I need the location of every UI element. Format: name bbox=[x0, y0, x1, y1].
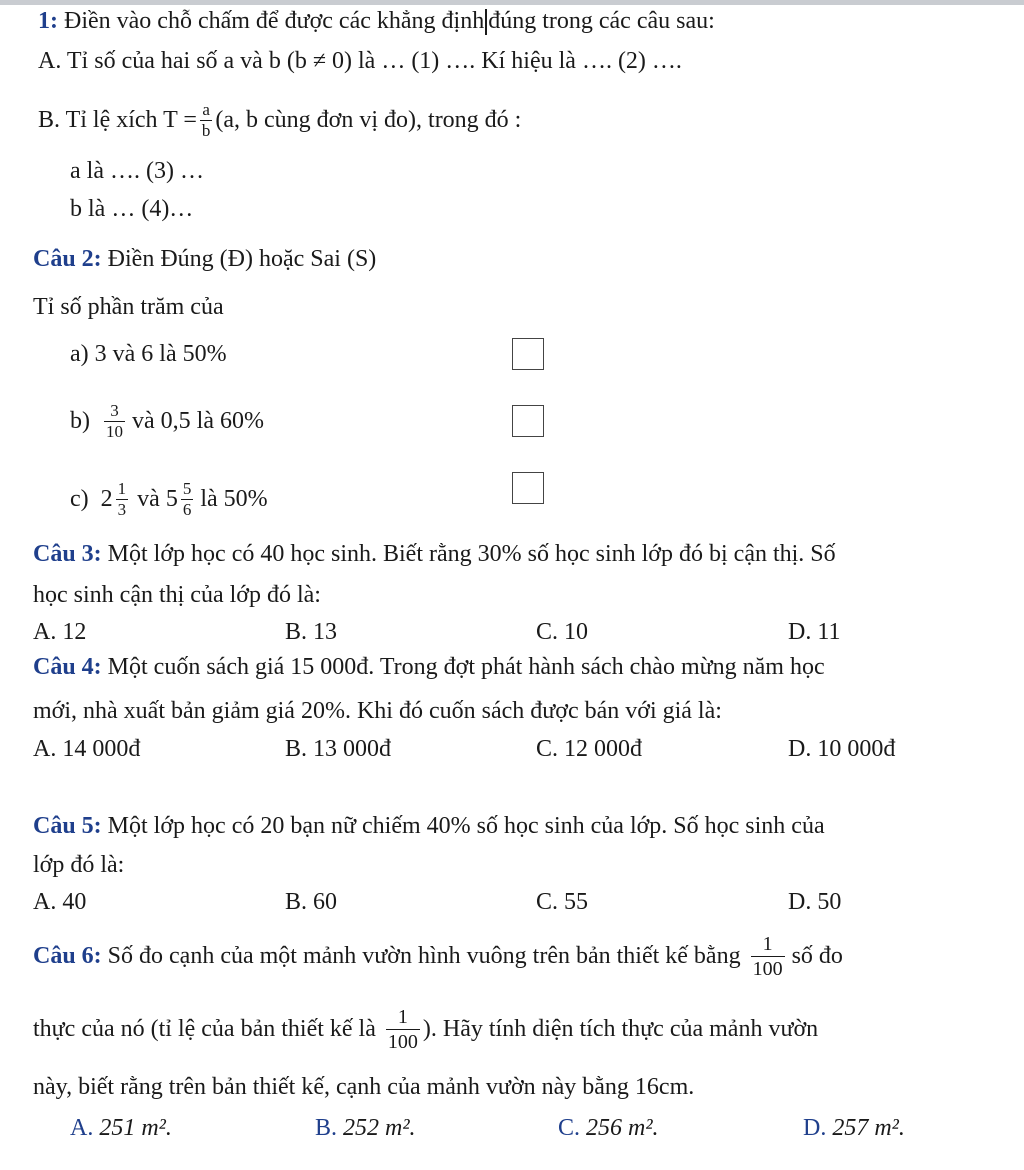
q6-option-c-unit: m². bbox=[628, 1115, 659, 1141]
q3-option-b[interactable]: B. 13 bbox=[285, 619, 338, 645]
scale-fraction-num: a bbox=[200, 100, 213, 121]
q3-line2: học sinh cận thị của lớp đó là: bbox=[33, 582, 321, 608]
q1-b-prefix: B. Tỉ lệ xích T = bbox=[38, 107, 197, 133]
q4-text-1: Một cuốn sách giá 15 000đ. Trong đợt phát hành sách chào mừng năm học bbox=[107, 654, 825, 680]
q5-label: Câu 5: bbox=[33, 813, 102, 839]
q6-option-b-unit: m². bbox=[385, 1115, 416, 1141]
q5-line2: lớp đó là: bbox=[33, 852, 125, 878]
q2-answer-box-a[interactable] bbox=[512, 338, 544, 370]
q6-option-c[interactable] bbox=[558, 1113, 659, 1143]
q6-option-a-value: 251 bbox=[99, 1115, 136, 1141]
q6-option-b-value: 252 bbox=[343, 1115, 380, 1141]
q2-c2-whole: 5 bbox=[165, 486, 178, 512]
q1-instruction-text-a: Điền vào chỗ chấm để được các khẳng định bbox=[64, 8, 485, 34]
scale-fraction-den: b bbox=[201, 120, 211, 140]
q6-fraction-1-num: 1 bbox=[751, 932, 785, 957]
q2-c-and: và bbox=[137, 486, 160, 512]
q1-item-a: A. Tỉ số của hai số a và b (b ≠ 0) là … (1) …. Kí hiệu là …. (2) …. bbox=[38, 48, 682, 74]
q4-label: Câu 4: bbox=[33, 654, 102, 680]
q6-line2 bbox=[33, 1000, 818, 1058]
q4-option-c[interactable]: C. 12 000đ bbox=[536, 736, 643, 762]
q4-option-d[interactable]: D. 10 000đ bbox=[788, 736, 896, 762]
q6-option-d-unit: m². bbox=[874, 1115, 905, 1141]
q4-option-a[interactable]: A. 14 000đ bbox=[33, 736, 141, 762]
q2-c2-den: 6 bbox=[182, 499, 192, 519]
q3-line1 bbox=[33, 539, 836, 569]
q1-blank-4: b là … (4)… bbox=[70, 196, 194, 222]
q1-instruction bbox=[38, 6, 715, 36]
q3-option-c[interactable]: C. 10 bbox=[536, 619, 589, 645]
q6-option-d-letter: D. bbox=[803, 1115, 827, 1141]
q6-fraction-2 bbox=[386, 1005, 420, 1054]
q1-instruction-text-b: đúng trong các câu sau: bbox=[488, 8, 715, 34]
q2-answer-box-b[interactable] bbox=[512, 405, 544, 437]
q2-title-text: Điền Đúng (Đ) hoặc Sai (S) bbox=[107, 246, 377, 272]
q6-option-d[interactable] bbox=[803, 1113, 905, 1143]
q3-option-a[interactable]: A. 12 bbox=[33, 619, 87, 645]
q2-b-rest: và 0,5 là 60% bbox=[132, 408, 264, 434]
q6-fraction-2-den: 100 bbox=[387, 1030, 418, 1053]
q2-c-mixed-2 bbox=[166, 479, 197, 520]
q2-c2-fraction bbox=[181, 479, 194, 520]
q6-text-1: Số đo cạnh của một mảnh vườn hình vuông trên bản thiết kế bằng bbox=[107, 943, 741, 969]
q2-c2-num: 5 bbox=[182, 478, 192, 498]
q6-option-b[interactable] bbox=[315, 1113, 416, 1143]
q6-option-a-unit: m². bbox=[141, 1115, 172, 1141]
q4-option-b[interactable]: B. 13 000đ bbox=[285, 736, 392, 762]
q1-item-b bbox=[38, 100, 521, 140]
q2-c1-whole: 2 bbox=[100, 486, 113, 512]
q2-c1-fraction bbox=[116, 479, 129, 520]
q6-text-2-pre: thực của nó (tỉ lệ của bản thiết kế là bbox=[33, 1016, 376, 1042]
q1-number: 1: bbox=[38, 8, 58, 34]
text-cursor bbox=[485, 9, 487, 35]
q5-text-1: Một lớp học có 20 bạn nữ chiếm 40% số học sinh của lớp. Số học sinh của bbox=[107, 813, 825, 839]
q2-b-fraction bbox=[104, 401, 125, 442]
q2-b-fraction-den: 10 bbox=[106, 421, 123, 441]
q5-option-b[interactable]: B. 60 bbox=[285, 889, 338, 915]
q6-option-c-value: 256 bbox=[586, 1115, 623, 1141]
q2-b-fraction-num: 3 bbox=[104, 401, 125, 422]
top-border bbox=[0, 0, 1024, 5]
q3-option-d[interactable]: D. 11 bbox=[788, 619, 841, 645]
q6-fraction-2-num: 1 bbox=[386, 1005, 420, 1030]
q2-c-rest: là 50% bbox=[200, 486, 268, 512]
q6-line3: này, biết rằng trên bản thiết kế, cạnh của mảnh vườn này bằng 16cm. bbox=[33, 1074, 695, 1100]
q2-item-c bbox=[70, 472, 268, 526]
q6-option-a[interactable] bbox=[70, 1113, 172, 1143]
q1-blank-3: a là …. (3) … bbox=[70, 158, 204, 184]
q2-stem: Tỉ số phần trăm của bbox=[33, 294, 224, 320]
q2-c1-den: 3 bbox=[117, 499, 127, 519]
q5-option-c[interactable]: C. 55 bbox=[536, 889, 589, 915]
q4-line1 bbox=[33, 652, 825, 682]
q5-option-a[interactable]: A. 40 bbox=[33, 889, 87, 915]
q6-line1 bbox=[33, 928, 843, 984]
q1-b-suffix: (a, b cùng đơn vị đo), trong đó : bbox=[215, 107, 522, 133]
q2-item-a: a) 3 và 6 là 50% bbox=[70, 341, 227, 367]
q6-fraction-1-den: 100 bbox=[752, 957, 783, 980]
q6-text-2-post: ). Hãy tính diện tích thực của mảnh vườn bbox=[422, 1016, 819, 1042]
scale-fraction bbox=[200, 100, 213, 141]
q2-c-mixed-1 bbox=[101, 479, 132, 520]
q3-text-1: Một lớp học có 40 học sinh. Biết rằng 30% số học sinh lớp đó bị cận thị. Số bbox=[107, 541, 836, 567]
q4-line2: mới, nhà xuất bản giảm giá 20%. Khi đó cuốn sách được bán với giá là: bbox=[33, 698, 722, 724]
q2-answer-box-c[interactable] bbox=[512, 472, 544, 504]
q2-c1-num: 1 bbox=[117, 478, 127, 498]
q2-item-b bbox=[70, 394, 264, 448]
q6-option-c-letter: C. bbox=[558, 1115, 581, 1141]
q6-option-b-letter: B. bbox=[315, 1115, 338, 1141]
q6-label: Câu 6: bbox=[33, 943, 102, 969]
q2-title bbox=[33, 244, 376, 274]
q6-fraction-1 bbox=[751, 932, 785, 981]
q6-option-d-value: 257 bbox=[832, 1115, 869, 1141]
q5-option-d[interactable]: D. 50 bbox=[788, 889, 842, 915]
q2-label: Câu 2: bbox=[33, 246, 102, 272]
q5-line1 bbox=[33, 811, 825, 841]
q2-b-prefix: b) bbox=[70, 408, 90, 434]
q3-label: Câu 3: bbox=[33, 541, 102, 567]
q6-option-a-letter: A. bbox=[70, 1115, 94, 1141]
q6-text-1-end: số đo bbox=[791, 943, 843, 969]
q2-c-prefix: c) bbox=[70, 486, 89, 512]
